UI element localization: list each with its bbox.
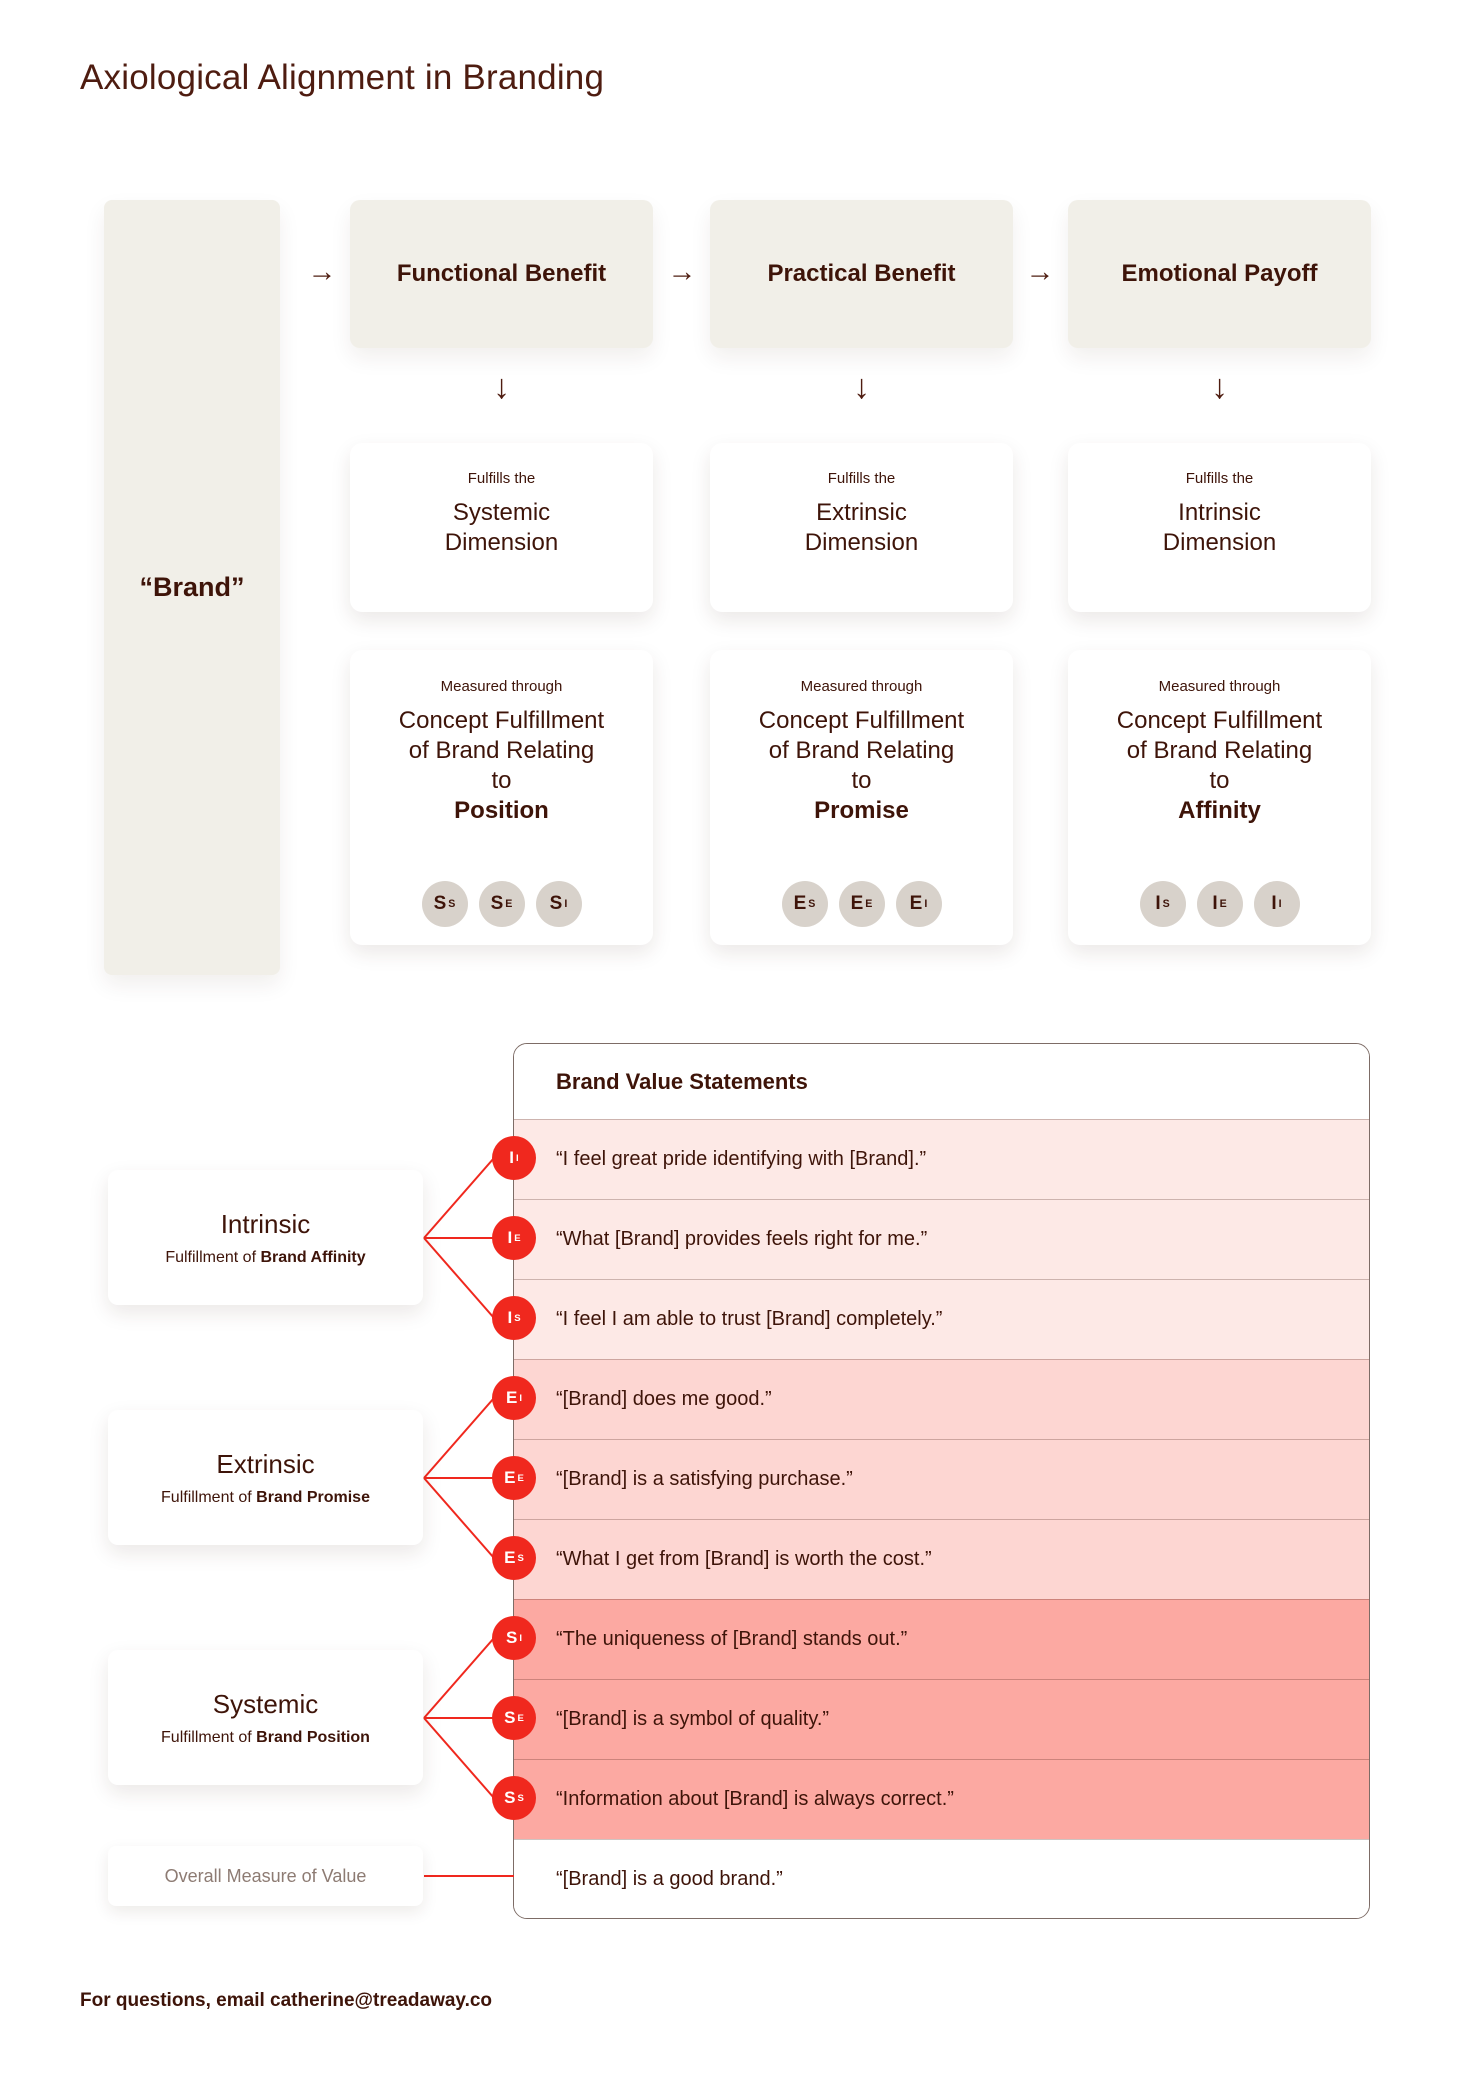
group-title: Intrinsic bbox=[220, 1208, 311, 1239]
brand-value-statements-table bbox=[513, 1043, 1370, 1919]
arrow-right-icon: → bbox=[667, 256, 697, 288]
group-subtitle-bold: Brand Affinity bbox=[260, 1248, 366, 1266]
fulfills-box bbox=[350, 443, 653, 612]
benefit-box bbox=[710, 200, 1013, 348]
value-group-box bbox=[108, 1410, 423, 1545]
statements-header: Brand Value Statements bbox=[514, 1044, 1369, 1119]
statement-text: “I feel great pride identifying with [Brand].” bbox=[556, 1148, 927, 1170]
statement-text: “[Brand] is a symbol of quality.” bbox=[556, 1708, 830, 1730]
statement-row bbox=[514, 1759, 1369, 1839]
statement-rows bbox=[514, 1119, 1369, 1918]
arrow-down-icon: ↓ bbox=[1211, 368, 1228, 406]
statement-code-badge: I S bbox=[492, 1296, 536, 1340]
group-title: Systemic bbox=[212, 1688, 319, 1719]
statement-code-badge: S I bbox=[492, 1616, 536, 1660]
statement-row bbox=[514, 1359, 1369, 1439]
group-subtitle-bold: Brand Promise bbox=[256, 1488, 370, 1506]
statement-code-badge: I E bbox=[492, 1216, 536, 1260]
concept-label: Concept Fulfillment of Brand Relating to bbox=[758, 707, 965, 794]
statement-row bbox=[514, 1679, 1369, 1759]
statement-row bbox=[514, 1839, 1369, 1918]
dimension-code-badge: I I bbox=[1254, 881, 1300, 927]
flow-column bbox=[667, 200, 1013, 945]
group-subtitle bbox=[161, 1489, 370, 1507]
dimension-label: Systemic Dimension bbox=[444, 499, 559, 556]
fulfills-prefix: Fulfills the bbox=[467, 470, 536, 487]
flow-column bbox=[307, 200, 653, 945]
statement-text: “What [Brand] provides feels right for me.” bbox=[556, 1228, 928, 1250]
measured-box bbox=[350, 650, 653, 945]
dimension-code-badge: E I bbox=[896, 881, 942, 927]
dimension-code-badge: S E bbox=[479, 881, 525, 927]
group-title: Extrinsic bbox=[216, 1448, 315, 1479]
group-subtitle bbox=[161, 1729, 370, 1747]
benefit-label: Functional Benefit bbox=[396, 260, 607, 287]
fulfills-box bbox=[1068, 443, 1371, 612]
dimension-code-badge: S S bbox=[422, 881, 468, 927]
statement-text: “The uniqueness of [Brand] stands out.” bbox=[556, 1628, 908, 1650]
brand-label: “Brand” bbox=[139, 572, 245, 602]
fulfills-box bbox=[710, 443, 1013, 612]
statement-code-badge: E S bbox=[492, 1536, 536, 1580]
fulfills-prefix: Fulfills the bbox=[1185, 470, 1254, 487]
arrow-right-icon: → bbox=[307, 256, 337, 288]
group-subtitle bbox=[165, 1249, 365, 1267]
dimension-code-badges bbox=[782, 881, 942, 927]
statement-row bbox=[514, 1119, 1369, 1199]
dimension-code-badge: E E bbox=[839, 881, 885, 927]
dimension-code-badge: S I bbox=[536, 881, 582, 927]
statement-text: “What I get from [Brand] is worth the cost.” bbox=[556, 1548, 932, 1570]
statement-text: “Information about [Brand] is always correct.” bbox=[556, 1788, 954, 1810]
dimension-code-badge: I S bbox=[1140, 881, 1186, 927]
statement-text: “[Brand] is a satisfying purchase.” bbox=[556, 1468, 853, 1490]
statement-code-badge: E I bbox=[492, 1376, 536, 1420]
dimension-label: Extrinsic Dimension bbox=[804, 499, 919, 556]
concept-keyword: Position bbox=[454, 797, 549, 824]
statement-row bbox=[514, 1599, 1369, 1679]
dimension-code-badges bbox=[422, 881, 582, 927]
flow-column bbox=[1025, 200, 1371, 945]
statement-code-badge: E E bbox=[492, 1456, 536, 1500]
statement-text: “[Brand] is a good brand.” bbox=[556, 1867, 783, 1890]
benefit-label: Practical Benefit bbox=[767, 260, 956, 287]
statement-code-badge: I I bbox=[492, 1136, 536, 1180]
page-title: Axiological Alignment in Branding bbox=[80, 58, 605, 97]
measured-box bbox=[710, 650, 1013, 945]
dimension-code-badges bbox=[1140, 881, 1300, 927]
statement-row bbox=[514, 1439, 1369, 1519]
fulfills-prefix: Fulfills the bbox=[827, 470, 896, 487]
concept-keyword: Affinity bbox=[1178, 797, 1261, 824]
arrow-down-icon: ↓ bbox=[493, 368, 510, 406]
concept-label: Concept Fulfillment of Brand Relating to bbox=[398, 707, 605, 794]
statement-code-badge: S E bbox=[492, 1696, 536, 1740]
benefit-box bbox=[1068, 200, 1371, 348]
group-subtitle-prefix: Fulfillment of bbox=[165, 1248, 261, 1266]
statement-code-badge: S S bbox=[492, 1776, 536, 1820]
concept-keyword: Promise bbox=[814, 797, 909, 824]
statement-row bbox=[514, 1279, 1369, 1359]
measured-prefix: Measured through bbox=[800, 678, 923, 695]
dimension-code-badge: E S bbox=[782, 881, 828, 927]
benefit-box bbox=[350, 200, 653, 348]
arrow-down-icon: ↓ bbox=[853, 368, 870, 406]
group-subtitle-bold: Brand Position bbox=[256, 1728, 370, 1746]
measured-prefix: Measured through bbox=[440, 678, 563, 695]
measured-box bbox=[1068, 650, 1371, 945]
statement-row bbox=[514, 1519, 1369, 1599]
value-group-box bbox=[108, 1170, 423, 1305]
group-subtitle-prefix: Fulfillment of bbox=[161, 1488, 257, 1506]
brand-box bbox=[104, 200, 280, 975]
dimension-label: Intrinsic Dimension bbox=[1162, 499, 1277, 556]
contact-footer: For questions, email catherine@treadaway.co bbox=[80, 1990, 493, 2011]
measured-prefix: Measured through bbox=[1158, 678, 1281, 695]
dimension-code-badge: I E bbox=[1197, 881, 1243, 927]
statement-text: “[Brand] does me good.” bbox=[556, 1388, 772, 1410]
statement-text: “I feel I am able to trust [Brand] completely.” bbox=[556, 1308, 943, 1330]
value-group-box bbox=[108, 1650, 423, 1785]
overall-measure-label: Overall Measure of Value bbox=[164, 1865, 367, 1886]
concept-label: Concept Fulfillment of Brand Relating to bbox=[1116, 707, 1323, 794]
group-subtitle-prefix: Fulfillment of bbox=[161, 1728, 257, 1746]
arrow-right-icon: → bbox=[1025, 256, 1055, 288]
overall-measure-box bbox=[108, 1846, 423, 1906]
benefit-label: Emotional Payoff bbox=[1121, 260, 1318, 287]
statement-row bbox=[514, 1199, 1369, 1279]
